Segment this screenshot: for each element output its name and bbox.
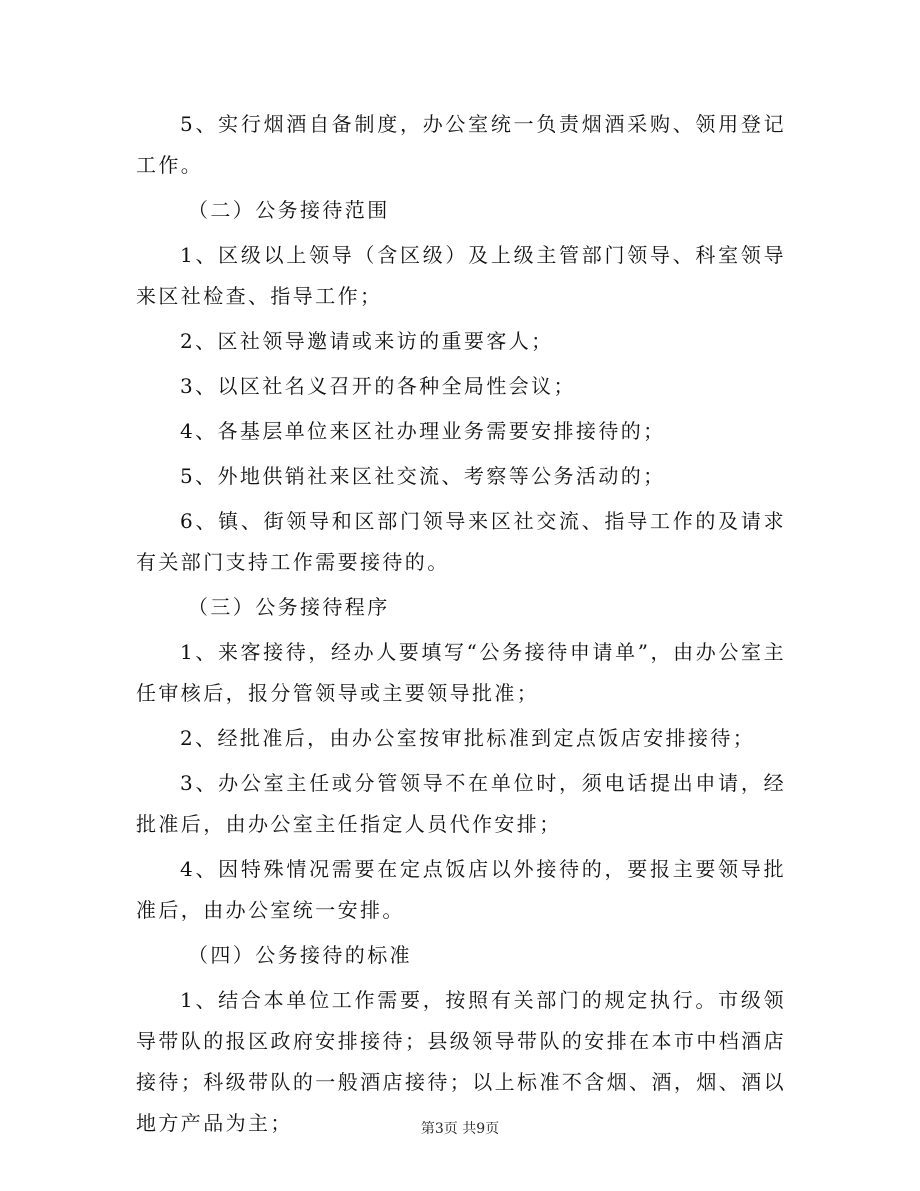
page-number-footer: 第3页 共9页 [420, 1121, 500, 1137]
paragraph-procedure-4: 4、因特殊情况需要在定点饭店以外接待的，要报主要领导批准后，由办公室统一安排。 [136, 857, 786, 922]
document-body [136, 104, 786, 1148]
paragraph-procedure-3: 3、办公室主任或分管领导不在单位时，须电话提出申请，经批准后，由办公室主任指定人员代作安排； [136, 771, 786, 836]
paragraph-scope-5: 5、外地供销社来区社交流、考察等公务活动的； [180, 464, 666, 488]
paragraph-item-5-tobacco: 5、实行烟酒自备制度，办公室统一负责烟酒采购、领用登记工作。 [136, 112, 786, 177]
paragraph-procedure-1: 1、来客接待，经办人要填写“公务接待申请单”，由办公室主任审核后，报分管领导或主要领导批准； [136, 640, 786, 705]
paragraph-scope-4: 4、各基层单位来区社办理业务需要安排接待的； [180, 419, 666, 443]
paragraph-scope-2: 2、区社领导邀请或来访的重要客人； [180, 329, 554, 353]
paragraph-scope-1: 1、区级以上领导（含区级）及上级主管部门领导、科室领导来区社检查、指导工作； [136, 243, 786, 308]
paragraph-procedure-2: 2、经批准后，由办公室按审批标准到定点饭店安排接待； [180, 726, 756, 750]
paragraph-scope-6: 6、镇、街领导和区部门领导来区社交流、指导工作的及请求有关部门支持工作需要接待的。 [136, 509, 786, 574]
section-heading-scope: （二）公务接待范围 [188, 198, 390, 222]
paragraph-standard-1: 1、结合本单位工作需要，按照有关部门的规定执行。市级领导带队的报区政府安排接待；县级领导带队的安排在本市中档酒店接待；科级带队的一般酒店接待；以上标准不含烟、酒，烟、酒以地方产品为主； [136, 988, 786, 1135]
section-heading-standard: （四）公务接待的标准 [188, 943, 412, 967]
section-heading-procedure: （三）公务接待程序 [188, 595, 390, 619]
paragraph-scope-3: 3、以区社名义召开的各种全局性会议； [180, 374, 576, 398]
